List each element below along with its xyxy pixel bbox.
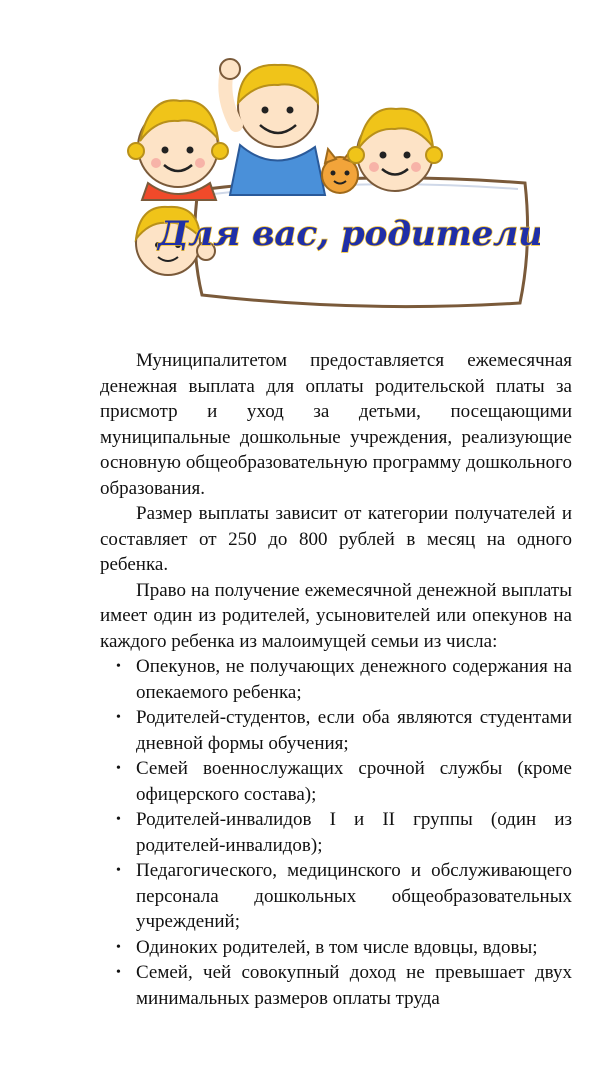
- banner-title: Для вас, родители!: [158, 214, 540, 254]
- bullet-icon: •: [116, 965, 121, 980]
- boy-center-icon: [220, 59, 325, 195]
- list-item: • Родителей-студентов, если оба являются студентами дневной формы обучения;: [116, 707, 572, 754]
- bullet-icon: •: [116, 659, 121, 674]
- list-item: • Педагогического, медицинского и обслуживающего персонала дошкольных общеобразовательных учреждений;: [116, 860, 572, 932]
- list-item: • Опекунов, не получающих денежного содержания на опекаемого ребенка;: [116, 656, 572, 703]
- list-item: • Семей, чей совокупный доход не превышает двух минимальных размеров оплаты труда: [116, 962, 572, 1009]
- paragraph-amount: Размер выплаты зависит от категории получателей и составляет от 250 до 800 рублей в месяц на одного ребенка.: [100, 503, 572, 575]
- list-item: • Родителей-инвалидов I и II группы (один из родителей-инвалидов);: [116, 809, 572, 856]
- document-body: [100, 348, 572, 1011]
- parents-banner-illustration: [120, 55, 540, 325]
- bullet-icon: •: [116, 710, 121, 725]
- eligibility-list: [100, 654, 572, 1011]
- girl-left-icon: [128, 100, 228, 200]
- list-item: • Семей военнослужащих срочной службы (кроме офицерского состава);: [116, 758, 572, 805]
- paragraph-intro: Муниципалитетом предоставляется ежемесячная денежная выплата для оплаты родительской платы за присмотр и уход за детьми, посещающими муниципальные дошкольные учреждения, реализующие основную общеобразовательную программу дошкольного образования.: [100, 350, 572, 499]
- bullet-icon: •: [116, 761, 121, 776]
- bullet-icon: •: [116, 863, 121, 878]
- bullet-icon: •: [116, 939, 121, 955]
- list-item: • Одиноких родителей, в том числе вдовцы, вдовы;: [100, 935, 572, 961]
- bullet-icon: •: [116, 812, 121, 827]
- paragraph-eligibility: Право на получение ежемесячной денежной выплаты имеет один из родителей, усыновителей или опекунов на каждого ребенка из малоимущей семьи из числа:: [100, 579, 572, 652]
- children-holding-sign-image: [120, 55, 540, 325]
